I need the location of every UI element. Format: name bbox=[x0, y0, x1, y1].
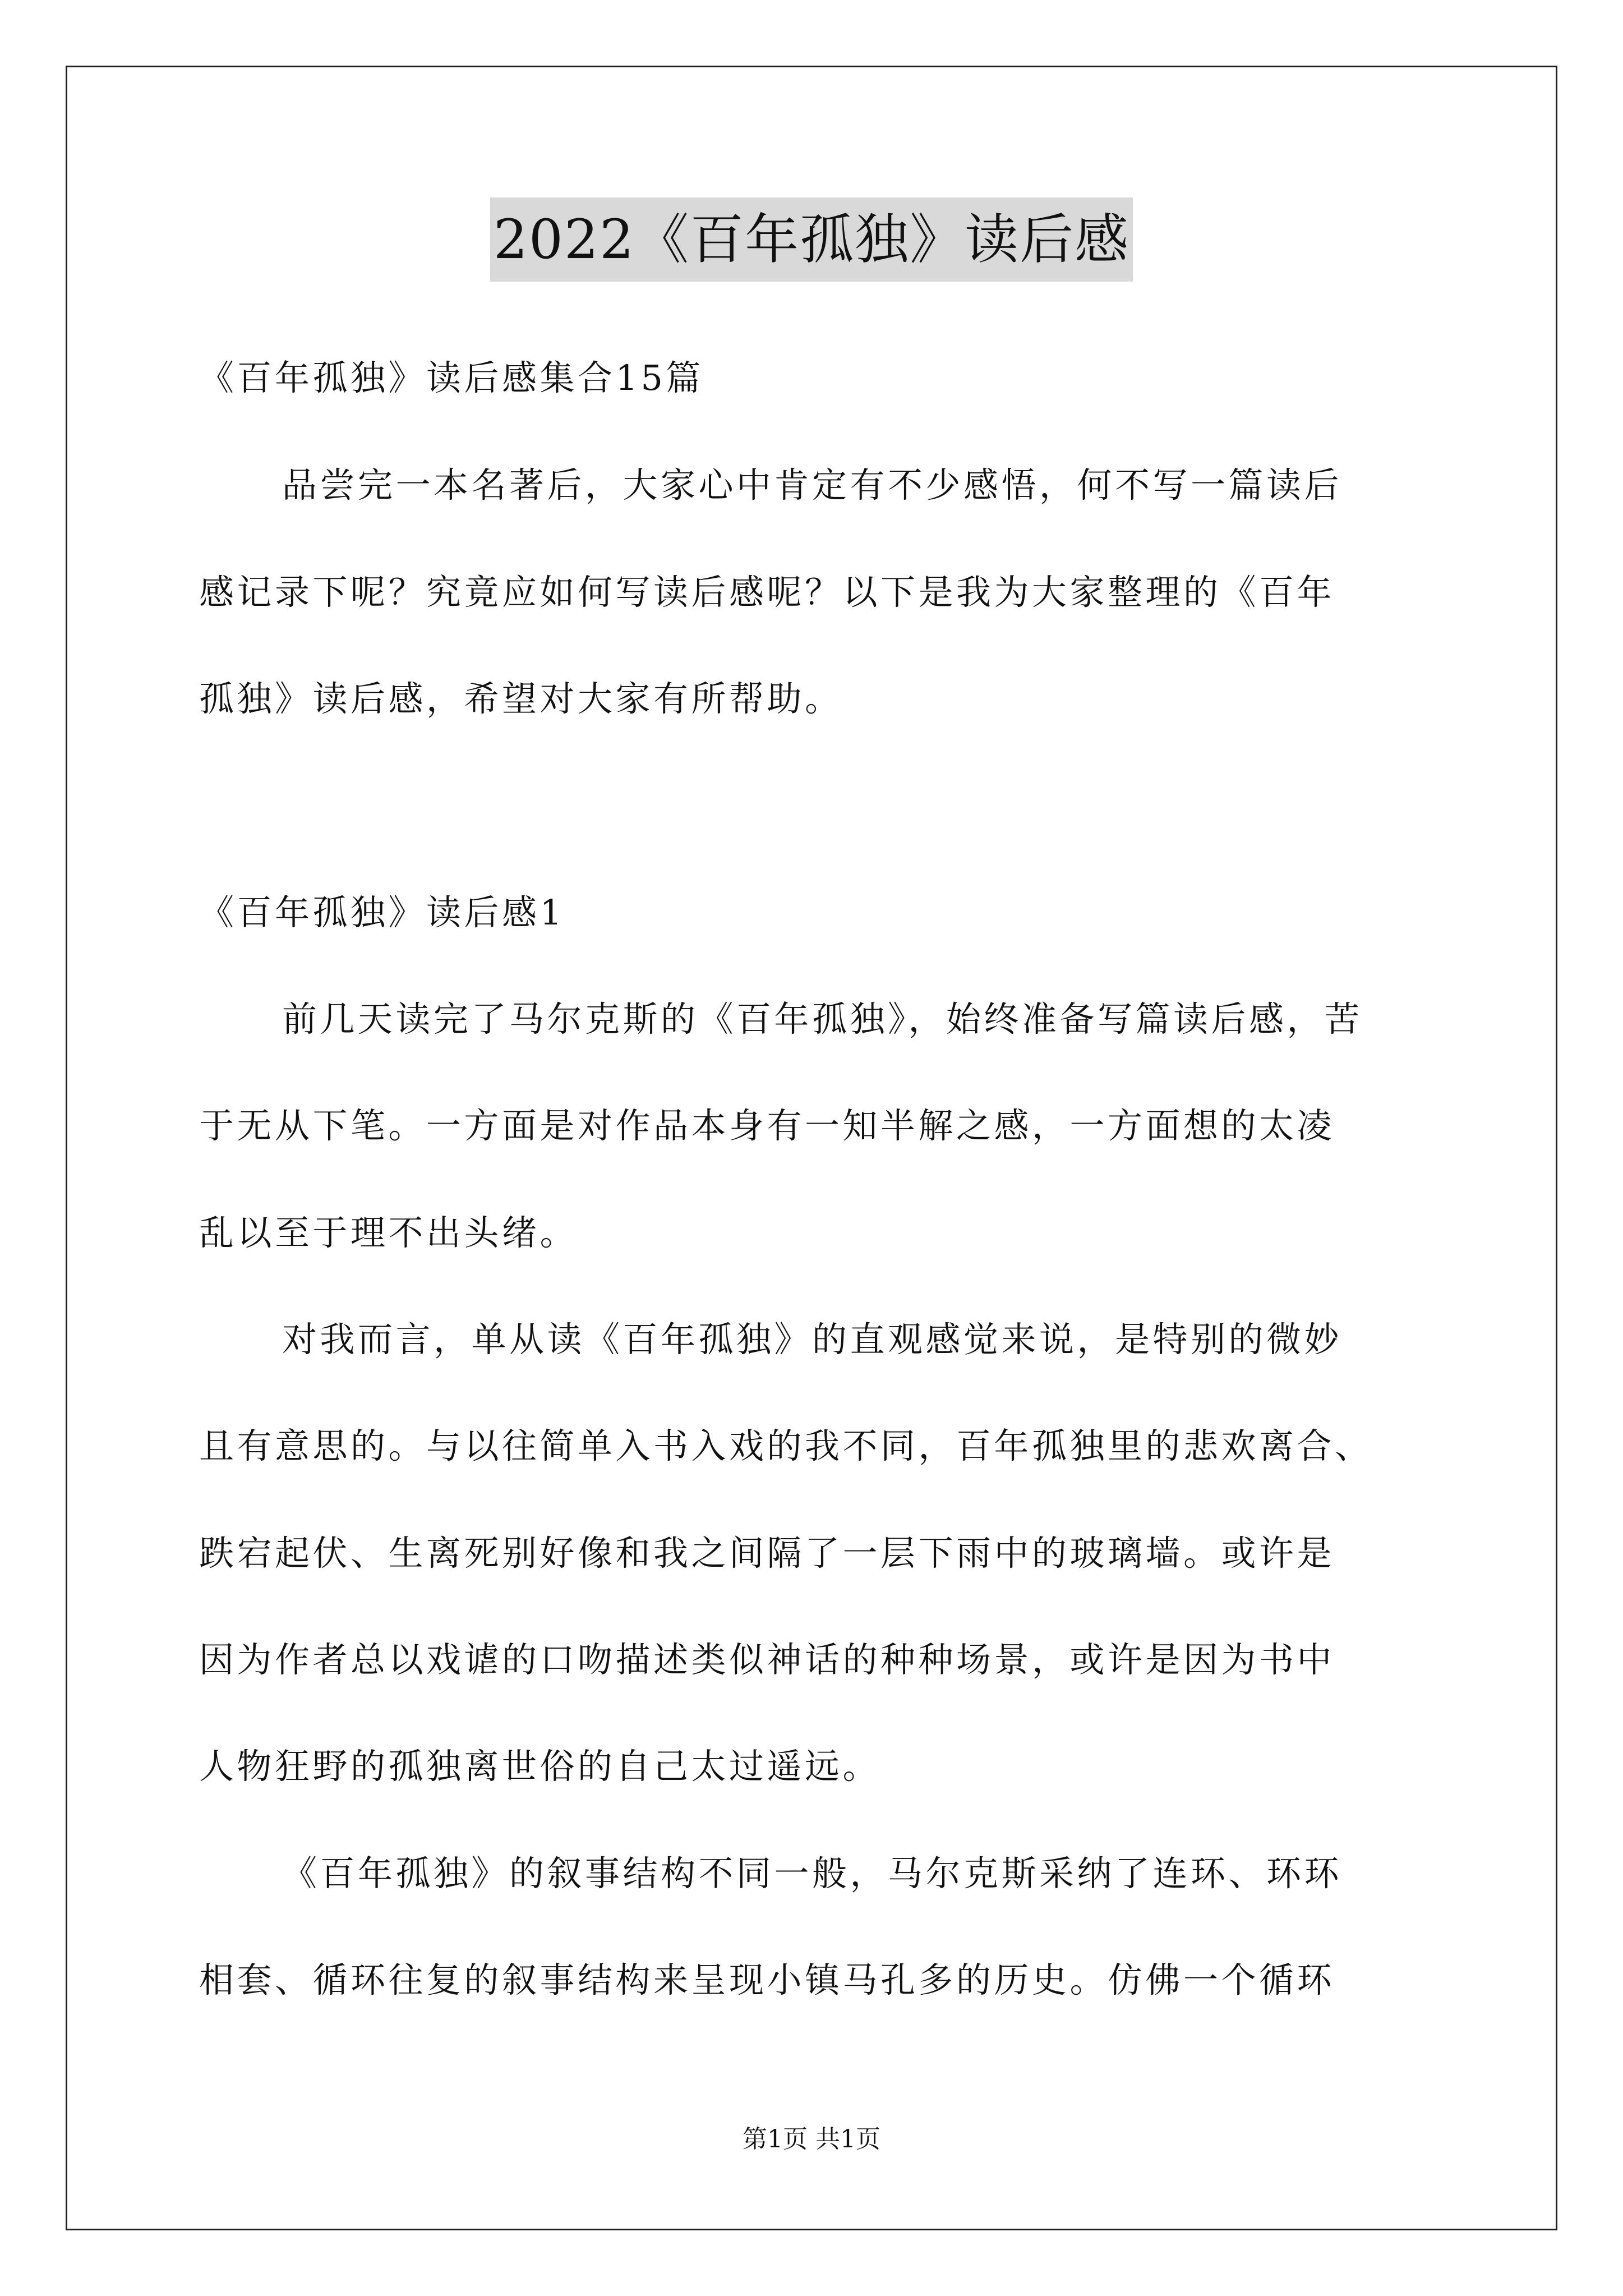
intro-line: 感记录下呢？究竟应如何写读后感呢？以下是我为大家整理的《百年 bbox=[199, 572, 1335, 613]
paragraph-line: 跌宕起伏、生离死别好像和我之间隔了一层下雨中的玻璃墙。或许是 bbox=[199, 1533, 1335, 1573]
paragraph-line: 对我而言，单从读《百年孤独》的直观感觉来说，是特别的微妙 bbox=[282, 1319, 1343, 1360]
paragraph-line: 乱以至于理不出头绪。 bbox=[199, 1212, 578, 1253]
document-title: 2022《百年孤独》读后感 bbox=[490, 197, 1133, 282]
intro-line: 品尝完一本名著后，大家心中肯定有不少感悟，何不写一篇读后 bbox=[282, 464, 1343, 505]
paragraph-line: 《百年孤独》的叙事结构不同一般，马尔克斯采纳了连环、环环 bbox=[282, 1853, 1343, 1894]
intro-line: 孤独》读后感，希望对大家有所帮助。 bbox=[199, 678, 843, 719]
title-container bbox=[0, 197, 1623, 282]
paragraph-line: 前几天读完了马尔克斯的《百年孤独》，始终准备写篇读后感，苦 bbox=[282, 999, 1363, 1039]
section-heading: 《百年孤独》读后感1 bbox=[199, 892, 565, 933]
subtitle: 《百年孤独》读后感集合15篇 bbox=[199, 357, 704, 398]
paragraph-line: 人物狂野的孤独离世俗的自己太过遥远。 bbox=[199, 1746, 881, 1787]
paragraph-line: 相套、循环往复的叙事结构来呈现小镇马孔多的历史。仿佛一个循环 bbox=[199, 1959, 1335, 2000]
paragraph-line: 因为作者总以戏谑的口吻描述类似神话的种种场景，或许是因为书中 bbox=[199, 1639, 1335, 1680]
page-footer: 第1页 共1页 bbox=[743, 2125, 880, 2154]
paragraph-line: 于无从下笔。一方面是对作品本身有一知半解之感，一方面想的太凌 bbox=[199, 1105, 1335, 1146]
paragraph-line: 且有意思的。与以往简单入书入戏的我不同，百年孤独里的悲欢离合、 bbox=[199, 1425, 1373, 1466]
